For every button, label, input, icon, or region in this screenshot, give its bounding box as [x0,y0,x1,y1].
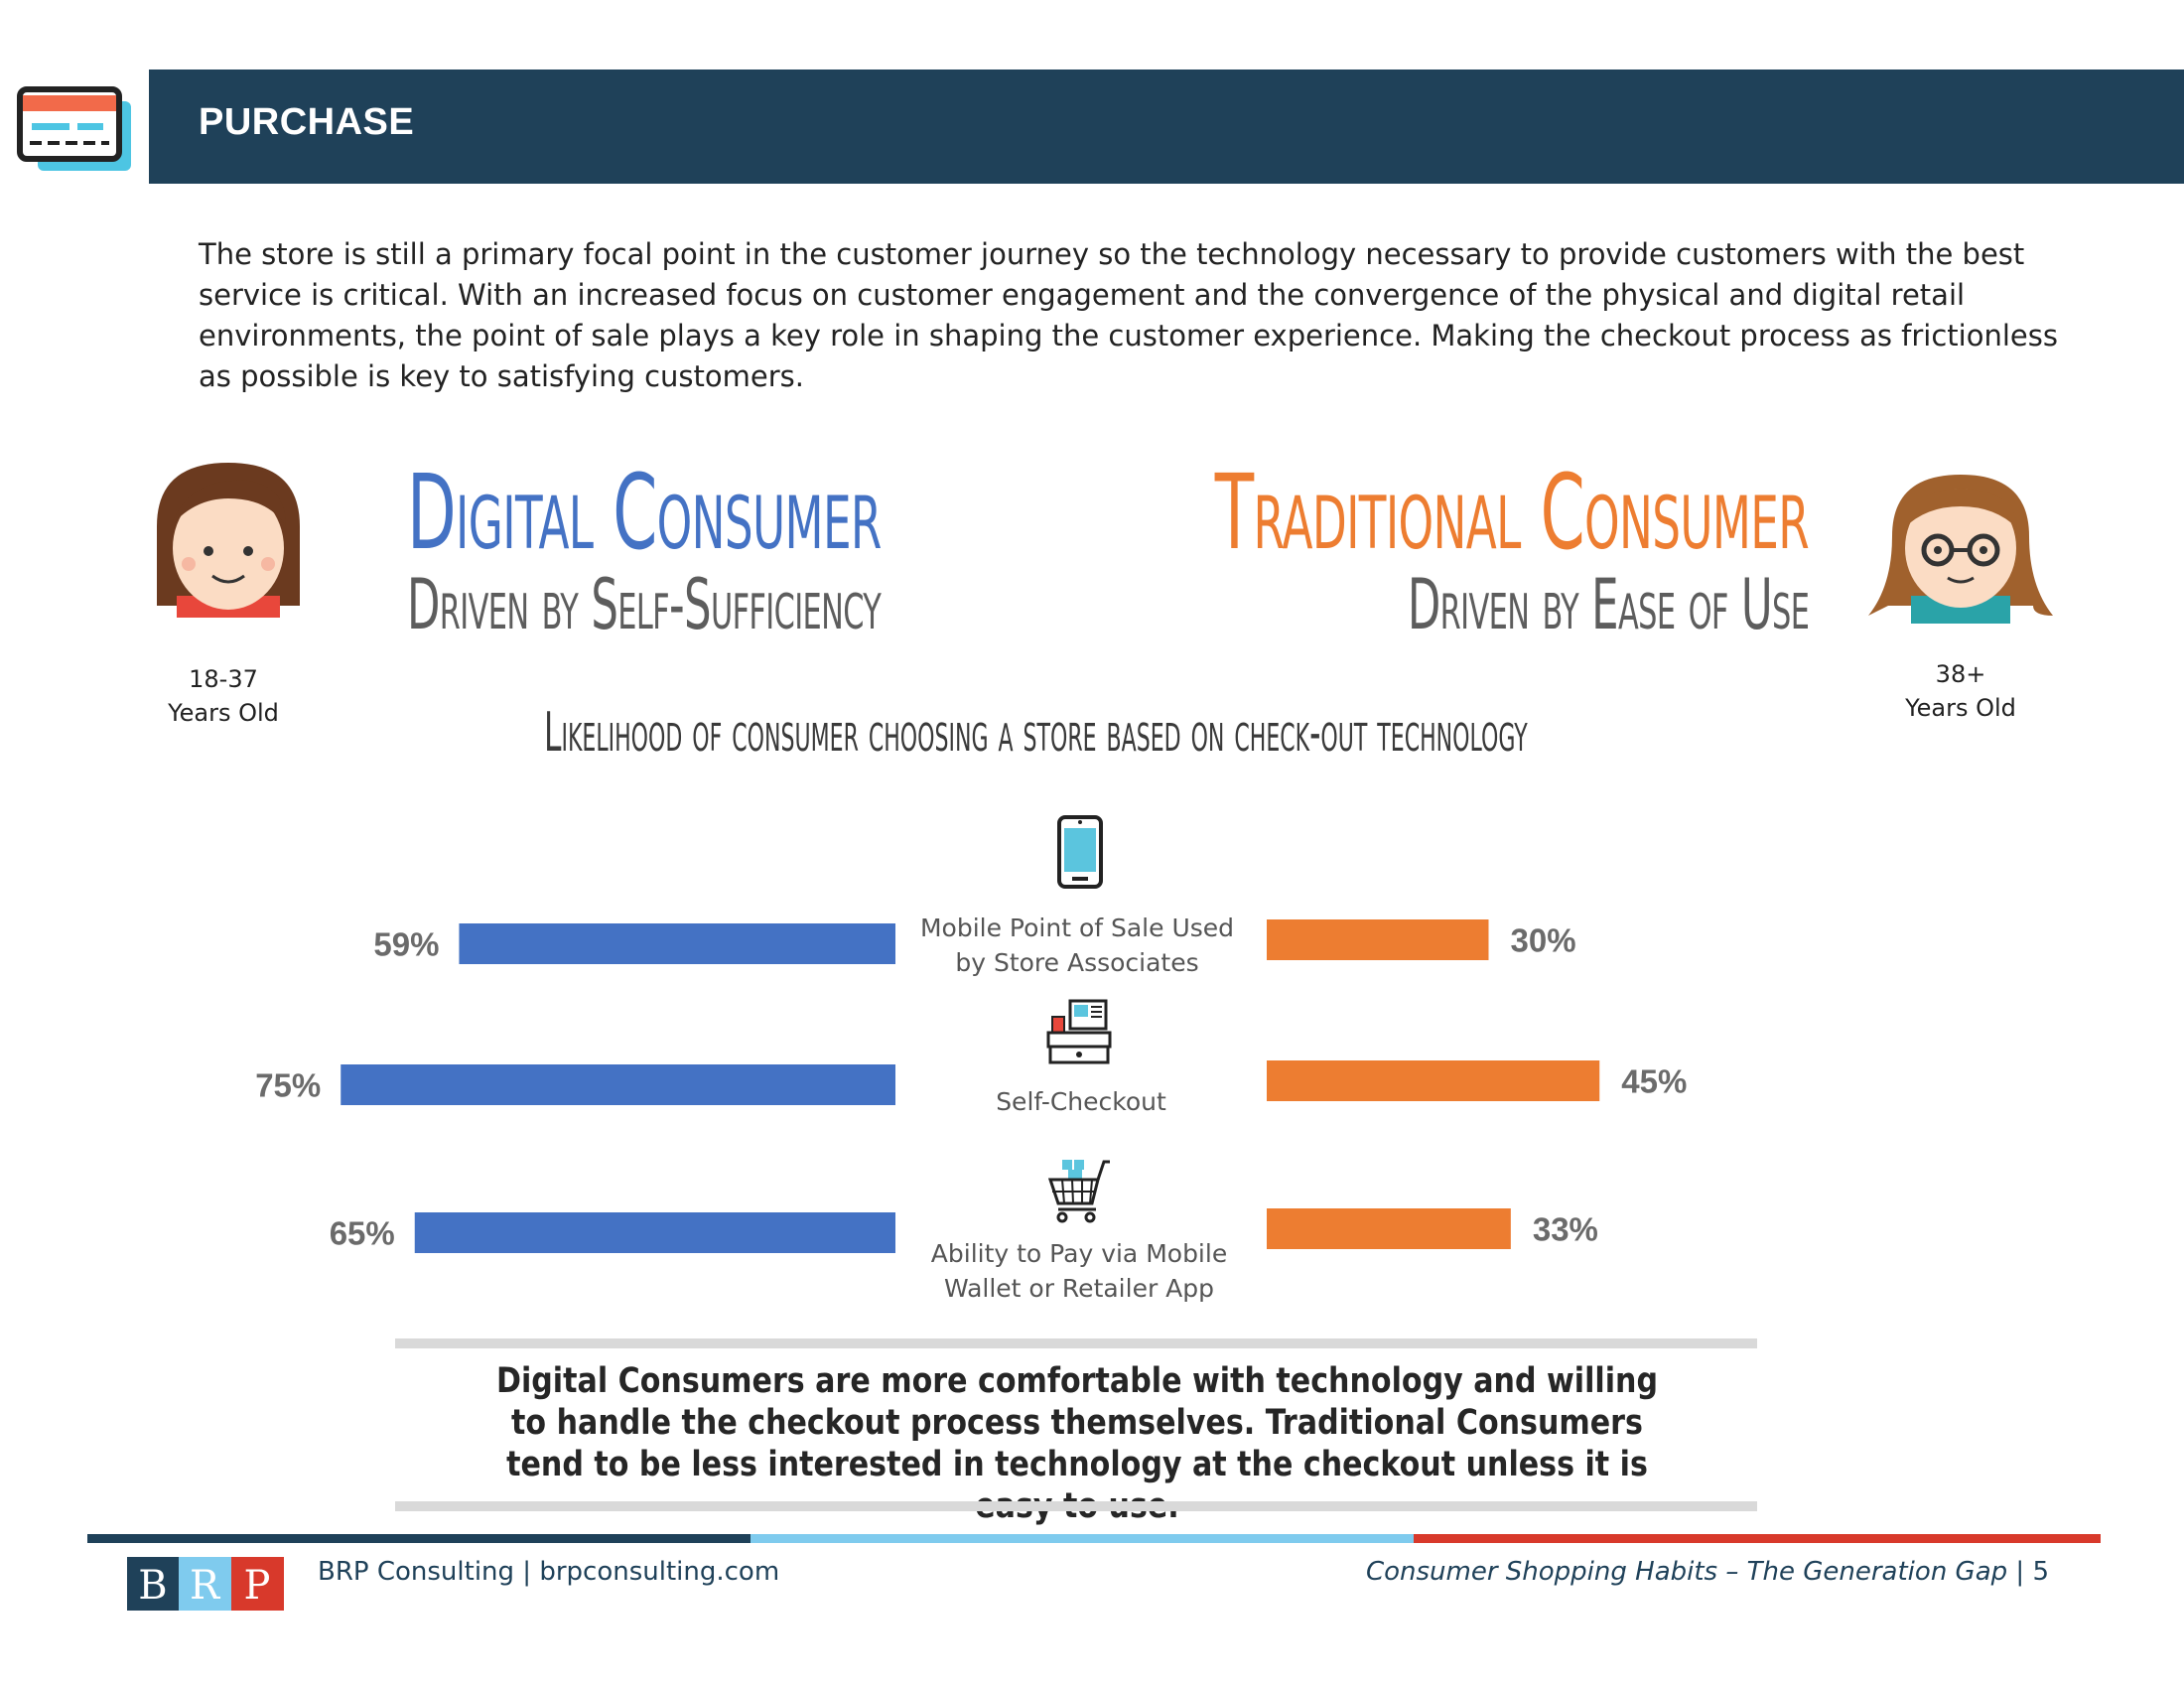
chart-title: Likelihood of consumer choosing a store based on check-out technology [544,701,1528,764]
traditional-value-label: 30% [1510,921,1576,959]
category-label-self-checkout: Self-Checkout [996,1087,1166,1116]
takeaway-rule-top [395,1338,1757,1348]
digital-bar [341,1064,895,1105]
takeaway-rule-bottom [395,1501,1757,1511]
footer-company: BRP Consulting | brpconsulting.com [318,1557,780,1587]
traditional-consumer-subtitle: Driven by Ease of Use [1407,564,1809,645]
footer-page-info [1366,1557,2049,1587]
digital-value-label: 65% [329,1214,395,1252]
digital-consumer-title: Digital Consumer [407,452,882,573]
footer-page-number: 5 [2032,1557,2049,1587]
footer-rule-blue [751,1534,1414,1543]
svg-text:B: B [138,1563,168,1609]
category-label-mobile-wallet: Ability to Pay via Mobile Wallet or Retailer App [930,1239,1228,1303]
footer-separator: | [2007,1557,2033,1587]
traditional-value-label: 45% [1621,1062,1688,1100]
digital-age-range: 18-37 [189,665,258,693]
digital-value-label: 59% [373,925,440,963]
category-label-mobile-pos: Mobile Point of Sale Used by Store Associates [919,914,1235,977]
digital-value-label: 75% [255,1066,322,1104]
traditional-age-range: 38+ [1935,660,1986,688]
svg-text:P: P [243,1563,271,1609]
traditional-bar [1267,919,1489,960]
traditional-age-unit: Years Old [1905,694,2016,722]
shopping-cart-icon [1048,1158,1112,1223]
intro-paragraph: The store is still a primary focal point in the customer journey so the technology necessary to provide customers with the best service is critical. With an increased focus on customer engagement and the convergence of the physical and digital retail environments, the point of sale plays a key role in shaping the customer experience. Making the checkout process as frictionless as possible is key to satisfying customers. [199,237,2058,393]
footer-document-title: Consumer Shopping Habits – The Generation Gap [1365,1557,2008,1587]
digital-consumer-subtitle: Driven by Self-Sufficiency [407,564,882,645]
mobile-phone-icon [1056,814,1104,890]
traditional-bar [1267,1208,1511,1249]
digital-bar [415,1212,895,1253]
traditional-value-label: 33% [1532,1210,1598,1248]
section-title: PURCHASE [199,101,415,143]
traditional-bar [1267,1060,1599,1101]
takeaway-text: Digital Consumers are more comfortable with technology and willing to handle the checkout process themselves. Traditional Consumers tend to be less interested in technology at the checkout unless it is [495,1361,1659,1484]
digital-bar [459,923,895,964]
footer-rule-red [1414,1534,2101,1543]
brp-logo [127,1557,284,1611]
svg-text:R: R [189,1563,220,1609]
traditional-consumer-title: Traditional Consumer [1214,452,1809,573]
self-checkout-icon [1046,997,1112,1064]
digital-age-unit: Years Old [168,699,279,727]
footer-rule-navy [87,1534,751,1543]
